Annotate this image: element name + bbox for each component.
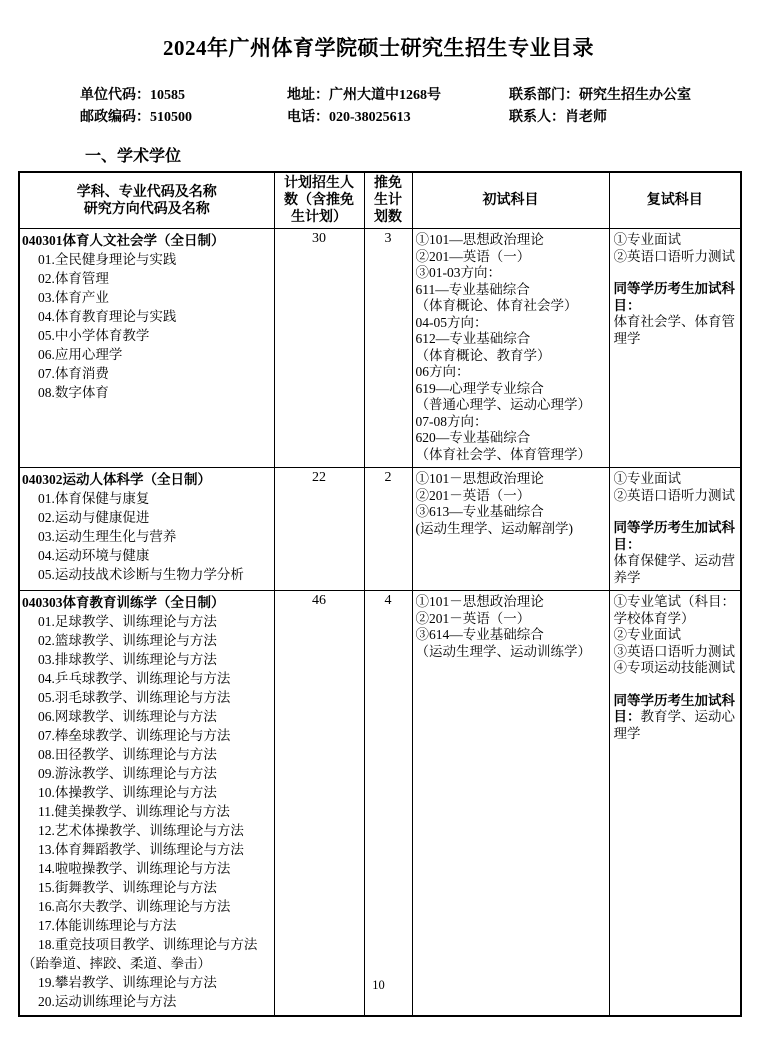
discipline-cell xyxy=(19,229,274,468)
table-row xyxy=(19,591,741,1017)
retest-line xyxy=(614,644,739,661)
research-direction: 19.攀岩教学、训练理论与方法 xyxy=(38,975,217,990)
plan-count-cell: 22 xyxy=(274,468,364,591)
retest-cell xyxy=(609,229,741,468)
research-direction: 18.重竞技项目教学、训练理论与方法（跆拳道、摔跤、柔道、拳击） xyxy=(22,937,258,971)
exam-subject-line: 619—心理学专业综合 xyxy=(415,380,544,396)
header-retest: 复试科目 xyxy=(609,172,741,229)
retest-extra-heading: 同等学历考生加试科目： xyxy=(613,692,735,724)
retest-text: ③英语口语听力测试 xyxy=(613,643,735,659)
retest-text: ④专项运动技能测试 xyxy=(613,660,735,675)
retest-text: ①专业面试 xyxy=(613,471,681,486)
exam-subject-line: 04-05方向： xyxy=(415,314,488,330)
discipline-cell xyxy=(19,468,274,591)
exam-subject-line: ③01-03方向： xyxy=(415,265,501,280)
retest-line xyxy=(614,488,739,505)
program-name: 040302运动人体科学（全日制） xyxy=(22,472,211,487)
contact-person-value: 肖老师 xyxy=(565,110,607,125)
retest-line xyxy=(614,553,739,586)
research-direction: 07.棒垒球教学、训练理论与方法 xyxy=(38,728,231,743)
research-direction: 06.网球教学、训练理论与方法 xyxy=(38,709,217,724)
research-direction: 07.体育消费 xyxy=(38,366,109,381)
postal-code-label: 邮政编码： xyxy=(80,110,150,125)
address-value: 广州大道中1268号 xyxy=(329,88,441,103)
retest-extra-heading: 同等学历考生加试科目： xyxy=(613,520,735,552)
exam-subject-line: ①101－思想政治理论 xyxy=(415,471,544,486)
research-direction: 03.体育产业 xyxy=(38,290,109,305)
postal-code-value: 510500 xyxy=(150,110,192,125)
retest-text: 教育学、运动心理学 xyxy=(613,709,735,741)
research-direction: 05.中小学体育教学 xyxy=(38,328,150,343)
plan-count-cell: 30 xyxy=(274,229,364,468)
research-direction: 03.排球教学、训练理论与方法 xyxy=(38,652,217,667)
address-label: 地址： xyxy=(287,88,329,103)
research-direction: 04.体育教育理论与实践 xyxy=(38,309,177,324)
retest-line xyxy=(614,232,739,249)
research-direction: 04.运动环境与健康 xyxy=(38,548,150,563)
research-direction: 05.运动技战术诊断与生物力学分析 xyxy=(38,567,244,582)
retest-line xyxy=(614,471,739,488)
research-direction: 14.啦啦操教学、训练理论与方法 xyxy=(38,861,231,876)
research-direction: 10.体操教学、训练理论与方法 xyxy=(38,785,217,800)
retest-text: ②英语口语听力测试 xyxy=(613,487,735,503)
research-directions xyxy=(22,489,270,584)
header-plan-count: 计划招生人数（含推免生计划） xyxy=(274,172,364,229)
header-discipline xyxy=(19,172,274,229)
exam-subject-line: ③613—专业基础综合 xyxy=(415,504,544,519)
research-direction: 01.体育保健与康复 xyxy=(38,491,150,506)
retest-line xyxy=(614,281,739,314)
contact-person-label: 联系人： xyxy=(509,110,565,125)
header-initial-exam: 初试科目 xyxy=(412,172,609,229)
header-discipline-line1: 学科、专业代码及名称 xyxy=(76,184,217,200)
exam-subject-line: 612—专业基础综合 xyxy=(415,331,531,346)
research-direction: 17.体能训练理论与方法 xyxy=(38,918,177,933)
research-directions xyxy=(22,250,270,402)
table-header-row xyxy=(19,172,741,229)
contact-info-column xyxy=(287,85,509,129)
research-direction: 20.运动训练理论与方法 xyxy=(38,994,177,1009)
research-direction: 02.运动与健康促进 xyxy=(38,510,150,525)
exam-subject-line: 07-08方向： xyxy=(415,413,488,429)
research-direction: 16.高尔夫教学、训练理论与方法 xyxy=(38,899,231,914)
retest-line xyxy=(614,677,739,693)
exam-subject-line: （普通心理学、运动心理学） xyxy=(415,397,591,412)
unit-code-value: 10585 xyxy=(150,88,185,103)
address-field xyxy=(287,85,509,107)
retest-line xyxy=(614,693,739,743)
table-row xyxy=(19,229,741,468)
discipline-cell xyxy=(19,591,274,1017)
retest-line xyxy=(614,660,739,677)
research-direction: 01.足球教学、训练理论与方法 xyxy=(38,614,217,629)
exam-subject-line: (运动生理学、运动解剖学) xyxy=(415,520,573,536)
exam-subject-line: （体育社会学、体育管理学） xyxy=(415,446,591,462)
exam-subject-line: 620—专业基础综合 xyxy=(415,430,531,445)
research-direction: 08.田径教学、训练理论与方法 xyxy=(38,747,217,762)
retest-cell xyxy=(609,591,741,1017)
retest-text: ②专业面试 xyxy=(613,627,681,642)
program-name: 040301体育人文社会学（全日制） xyxy=(22,233,225,248)
retest-cell xyxy=(609,468,741,591)
retest-line xyxy=(614,249,739,266)
research-direction: 13.体育舞蹈教学、训练理论与方法 xyxy=(38,842,244,857)
table-body xyxy=(19,229,741,1017)
admissions-table xyxy=(18,171,742,1017)
retest-text: ②英语口语听力测试 xyxy=(613,248,735,264)
retest-text: ①专业笔试（科目：学校体育学） xyxy=(613,594,735,626)
page-title: 2024年广州体育学院硕士研究生招生专业目录 xyxy=(163,36,594,60)
exam-subject-line: ②201—英语（一） xyxy=(415,248,531,264)
research-direction: 02.篮球教学、训练理论与方法 xyxy=(38,633,217,648)
contact-person-field xyxy=(509,107,691,129)
retest-text: ①专业面试 xyxy=(613,232,681,247)
retest-line xyxy=(614,594,739,627)
initial-exam-cell xyxy=(412,468,609,591)
phone-field xyxy=(287,107,509,129)
retest-line xyxy=(614,627,739,644)
retest-extra-heading: 同等学历考生加试科目： xyxy=(613,281,735,313)
initial-exam-cell xyxy=(412,591,609,1017)
retest-line xyxy=(614,265,739,281)
phone-label: 电话： xyxy=(287,110,329,125)
department-value: 研究生招生办公室 xyxy=(579,88,691,103)
retest-text: 体育社会学、体育管理学 xyxy=(613,314,735,346)
exam-subject-line: 611—专业基础综合 xyxy=(415,281,530,297)
exam-subject-line: （体育概论、体育社会学） xyxy=(415,298,578,313)
section-heading: 一、学术学位 xyxy=(85,148,182,165)
exam-subject-line: ③614—专业基础综合 xyxy=(415,627,544,642)
unit-code-field xyxy=(80,85,287,107)
research-direction: 11.健美操教学、训练理论与方法 xyxy=(38,804,230,819)
research-direction: 02.体育管理 xyxy=(38,271,109,286)
tuimian-count-cell: 2 xyxy=(364,468,412,591)
department-field xyxy=(509,85,691,107)
retest-line xyxy=(614,504,739,520)
header-tuimian-count: 推免生计划数 xyxy=(364,172,412,229)
header-discipline-line2: 研究方向代码及名称 xyxy=(83,201,210,217)
contact-info xyxy=(0,85,757,129)
contact-info-column xyxy=(80,85,287,129)
research-direction: 03.运动生理生化与营养 xyxy=(38,529,177,544)
retest-line xyxy=(614,520,739,553)
research-direction: 12.艺术体操教学、训练理论与方法 xyxy=(38,823,244,838)
research-direction: 09.游泳教学、训练理论与方法 xyxy=(38,766,217,781)
exam-subject-line: ②201－英语（一） xyxy=(415,610,531,626)
unit-code-label: 单位代码： xyxy=(80,88,150,103)
table-row xyxy=(19,468,741,591)
exam-subject-line: （体育概论、教育学） xyxy=(415,347,551,363)
tuimian-count-cell: 3 xyxy=(364,229,412,468)
contact-info-column xyxy=(509,85,691,129)
exam-subject-line: 06方向： xyxy=(415,364,470,379)
plan-count-cell: 46 xyxy=(274,591,364,1017)
program-name: 040303体育教育训练学（全日制） xyxy=(22,595,225,610)
research-direction: 04.乒乓球教学、训练理论与方法 xyxy=(38,671,231,686)
phone-value: 020-38025613 xyxy=(329,110,411,125)
tuimian-count-cell: 4 xyxy=(364,591,412,1017)
research-direction: 15.街舞教学、训练理论与方法 xyxy=(38,880,217,895)
research-direction: 08.数字体育 xyxy=(38,385,109,400)
retest-text: 体育保健学、运动营养学 xyxy=(613,553,735,585)
exam-subject-line: ②201－英语（一） xyxy=(415,487,531,503)
exam-subject-line: （运动生理学、运动训练学） xyxy=(415,643,591,659)
research-directions xyxy=(22,612,270,1011)
research-direction: 05.羽毛球教学、训练理论与方法 xyxy=(38,690,231,705)
research-direction: 01.全民健身理论与实践 xyxy=(38,252,177,267)
exam-subject-line: ①101—思想政治理论 xyxy=(415,232,544,247)
initial-exam-cell xyxy=(412,229,609,468)
retest-line xyxy=(614,314,739,347)
page-number: 10 xyxy=(372,978,385,992)
department-label: 联系部门： xyxy=(509,88,579,103)
postal-code-field xyxy=(80,107,287,129)
research-direction: 06.应用心理学 xyxy=(38,347,123,362)
exam-subject-line: ①101－思想政治理论 xyxy=(415,594,544,609)
